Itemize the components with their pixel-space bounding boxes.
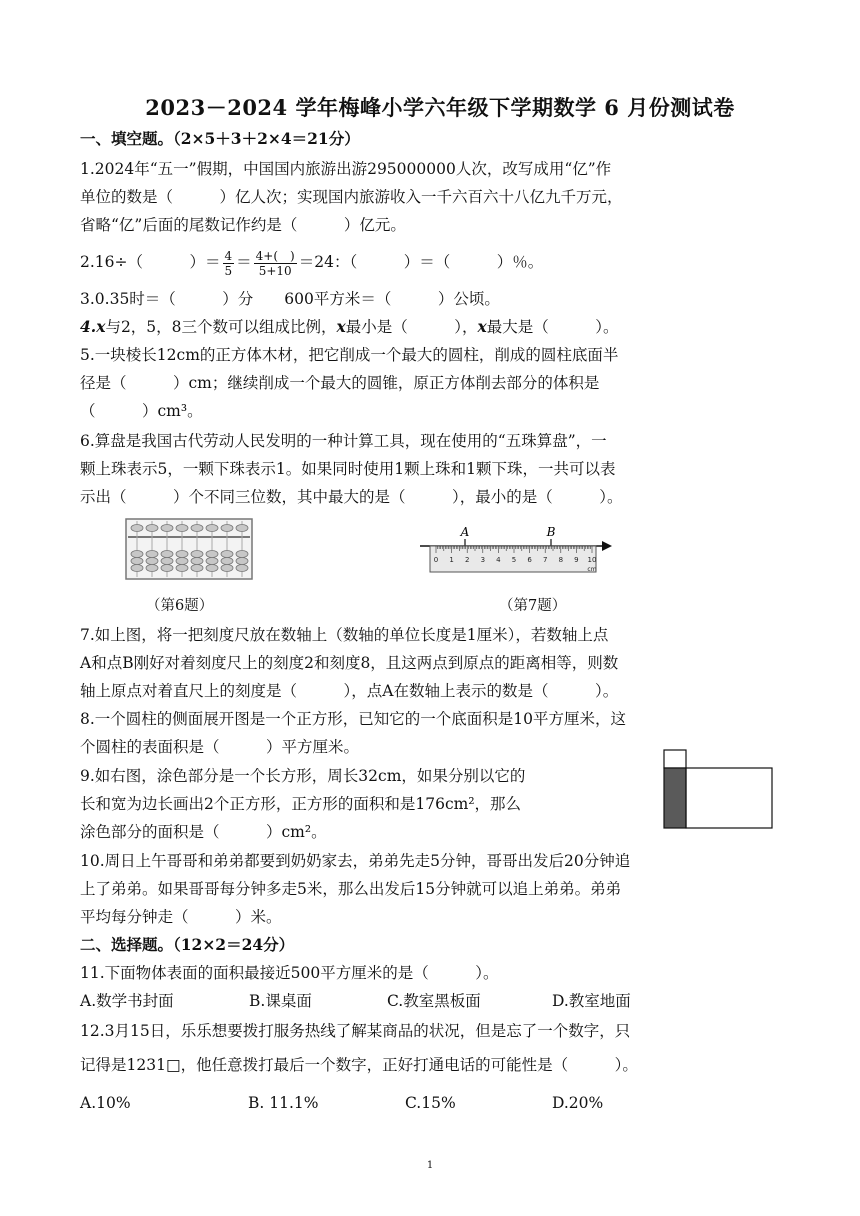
section-1-heading: 一、填空题。（2×5＋3＋2×4＝21分） <box>80 129 360 148</box>
exam-title: 2023－2024 学年梅峰小学六年级下学期数学 6 月份测试卷 <box>145 95 735 120</box>
q10-line-2: 上了弟弟。如果哥哥每分钟多走5米，那么出发后15分钟就可以追上弟弟。弟弟 <box>80 880 622 898</box>
q5-line-1: 5.一块棱长12cm的正方体木材，把它削成一个最大的圆柱，削成的圆柱底面半 <box>80 346 619 364</box>
q2-fraction-1 <box>223 249 235 278</box>
q6-line-2: 颗上珠表示5，一颗下珠表示1。如果同时使用1颗上珠和1颗下珠，一共可以表 <box>80 460 616 478</box>
q7-line-1: 7.如上图，将一把刻度尺放在数轴上（数轴的单位长度是1厘米），若数轴上点 <box>80 626 609 644</box>
q5-line-3: （ ）cm³。 <box>80 402 203 420</box>
point-a-label: A <box>460 526 470 539</box>
ruler-tick-label: 8 <box>558 556 564 564</box>
q4-var-3: x <box>477 317 487 336</box>
q6-line-1: 6.算盘是我国古代劳动人民发明的一种计算工具，现在使用的“五珠算盘”，一 <box>80 432 607 450</box>
q2-line <box>80 246 543 278</box>
q9-line-2: 长和宽为边长画出2个正方形，正方形的面积和是176cm²，那么 <box>80 795 522 813</box>
ruler-tick-label: 0 <box>433 556 439 564</box>
q4-text-2: 最小是（ ）， <box>345 318 478 336</box>
q10-line-1: 10.周日上午哥哥和弟弟都要到奶奶家去，弟弟先走5分钟，哥哥出发后20分钟追 <box>80 852 631 870</box>
number-line-arrow-icon <box>602 541 612 551</box>
ruler-tick-label: 6 <box>527 556 532 564</box>
small-square <box>664 750 686 768</box>
ruler-unit-label: cm <box>587 566 597 573</box>
abacus-figure <box>125 518 253 580</box>
q11-option-a: A.数学书封面 <box>80 992 174 1010</box>
q1-line-2: 单位的数是（ ）亿人次；实现国内旅游收入一千六百六十八亿九千万元， <box>80 188 623 206</box>
ruler-tick-label: 4 <box>496 556 501 564</box>
q4-text-3: 最大是（ ）。 <box>486 318 619 336</box>
q12-option-b: B. 11.1% <box>248 1094 319 1112</box>
q5-line-2: 径是（ ）cm；继续削成一个最大的圆锥，原正方体削去部分的体积是 <box>80 374 600 392</box>
q12-line-2: 记得是1231□，他任意拨打最后一个数字，正好打通电话的可能性是（ ）。 <box>80 1056 638 1074</box>
ruler-tick-label: 5 <box>511 556 517 564</box>
q9-rectangle-figure <box>660 748 776 832</box>
q11-option-b: B.课桌面 <box>249 992 312 1010</box>
ruler-tick-label: 7 <box>542 556 548 564</box>
q12-option-c: C.15% <box>405 1094 456 1112</box>
q7-line-3: 轴上原点对着直尺上的刻度是（ ），点A在数轴上表示的数是（ ）。 <box>80 682 619 700</box>
q2-part-b: ＝24：（ ）＝（ ）％。 <box>298 253 544 271</box>
q2-fraction-2-denominator: 5+10 <box>258 263 292 278</box>
q12-line-1: 12.3月15日，乐乐想要拨打服务热线了解某商品的状况，但是忘了一个数字，只 <box>80 1022 631 1040</box>
q4-text-1: 与2，5，8三个数可以组成比例， <box>105 318 337 336</box>
q1-line-1: 1.2024年“五一”假期，中国国内旅游出游295000000人次，改写成用“亿”作 <box>80 160 612 178</box>
shaded-rectangle <box>664 768 686 828</box>
q11-option-c: C.教室黑板面 <box>387 992 481 1010</box>
q8-line-1: 8.一个圆柱的侧面展开图是一个正方形，已知它的一个底面积是10平方厘米，这 <box>80 710 627 728</box>
q9-line-1: 9.如右图，涂色部分是一个长方形，周长32cm，如果分别以它的 <box>80 767 526 785</box>
q4-var-2: x <box>336 317 346 336</box>
q11-option-d: D.教室地面 <box>552 992 631 1010</box>
ruler-tick-label: 9 <box>574 556 579 564</box>
q2-fraction-2-numerator: 4+( ) <box>255 248 295 263</box>
q6-line-3: 示出（ ）个不同三位数，其中最大的是（ ），最小的是（ ）。 <box>80 488 623 506</box>
ruler-tick-label: 3 <box>480 556 486 564</box>
q9-line-3: 涂色部分的面积是（ ）cm²。 <box>80 823 327 841</box>
ruler-tick-label: 10 <box>587 556 597 564</box>
section-2-heading: 二、选择题。（12×2＝24分） <box>80 935 295 954</box>
q4-line <box>80 316 619 338</box>
q4-var-1: x <box>96 317 106 336</box>
q12-option-a: A.10% <box>80 1094 131 1112</box>
fig7-caption: （第7题） <box>499 598 567 614</box>
q2-equals: ＝ <box>236 253 252 271</box>
q2-fraction-1-numerator: 4 <box>224 248 233 263</box>
point-b-label: B <box>546 526 556 539</box>
q2-fraction-1-denominator: 5 <box>224 263 233 278</box>
q2-part-a: 2.16÷（ ）＝ <box>80 253 221 271</box>
large-square <box>686 768 772 828</box>
ruler-tick-label: 1 <box>449 556 454 564</box>
ruler-tick-label: 2 <box>464 556 470 564</box>
q11-stem: 11.下面物体表面的面积最接近500平方厘米的是（ ）。 <box>80 964 499 982</box>
fig6-caption: （第6题） <box>146 598 214 614</box>
q10-line-3: 平均每分钟走（ ）米。 <box>80 908 282 926</box>
q4-num: 4. <box>80 317 97 336</box>
q7-line-2: A和点B刚好对着刻度尺上的刻度2和刻度8，且这两点到原点的距离相等，则数 <box>80 654 619 672</box>
q2-fraction-2 <box>254 249 297 278</box>
q3-line: 3.0.35时＝（ ）分 600平方米＝（ ）公顷。 <box>80 290 500 308</box>
q12-option-d: D.20% <box>552 1094 604 1112</box>
page-number: 1 <box>426 1160 434 1171</box>
q8-line-2: 个圆柱的表面积是（ ）平方厘米。 <box>80 738 360 756</box>
ruler-number-line-figure <box>418 526 614 578</box>
q1-line-3: 省略“亿”后面的尾数记作约是（ ）亿元。 <box>80 216 406 234</box>
